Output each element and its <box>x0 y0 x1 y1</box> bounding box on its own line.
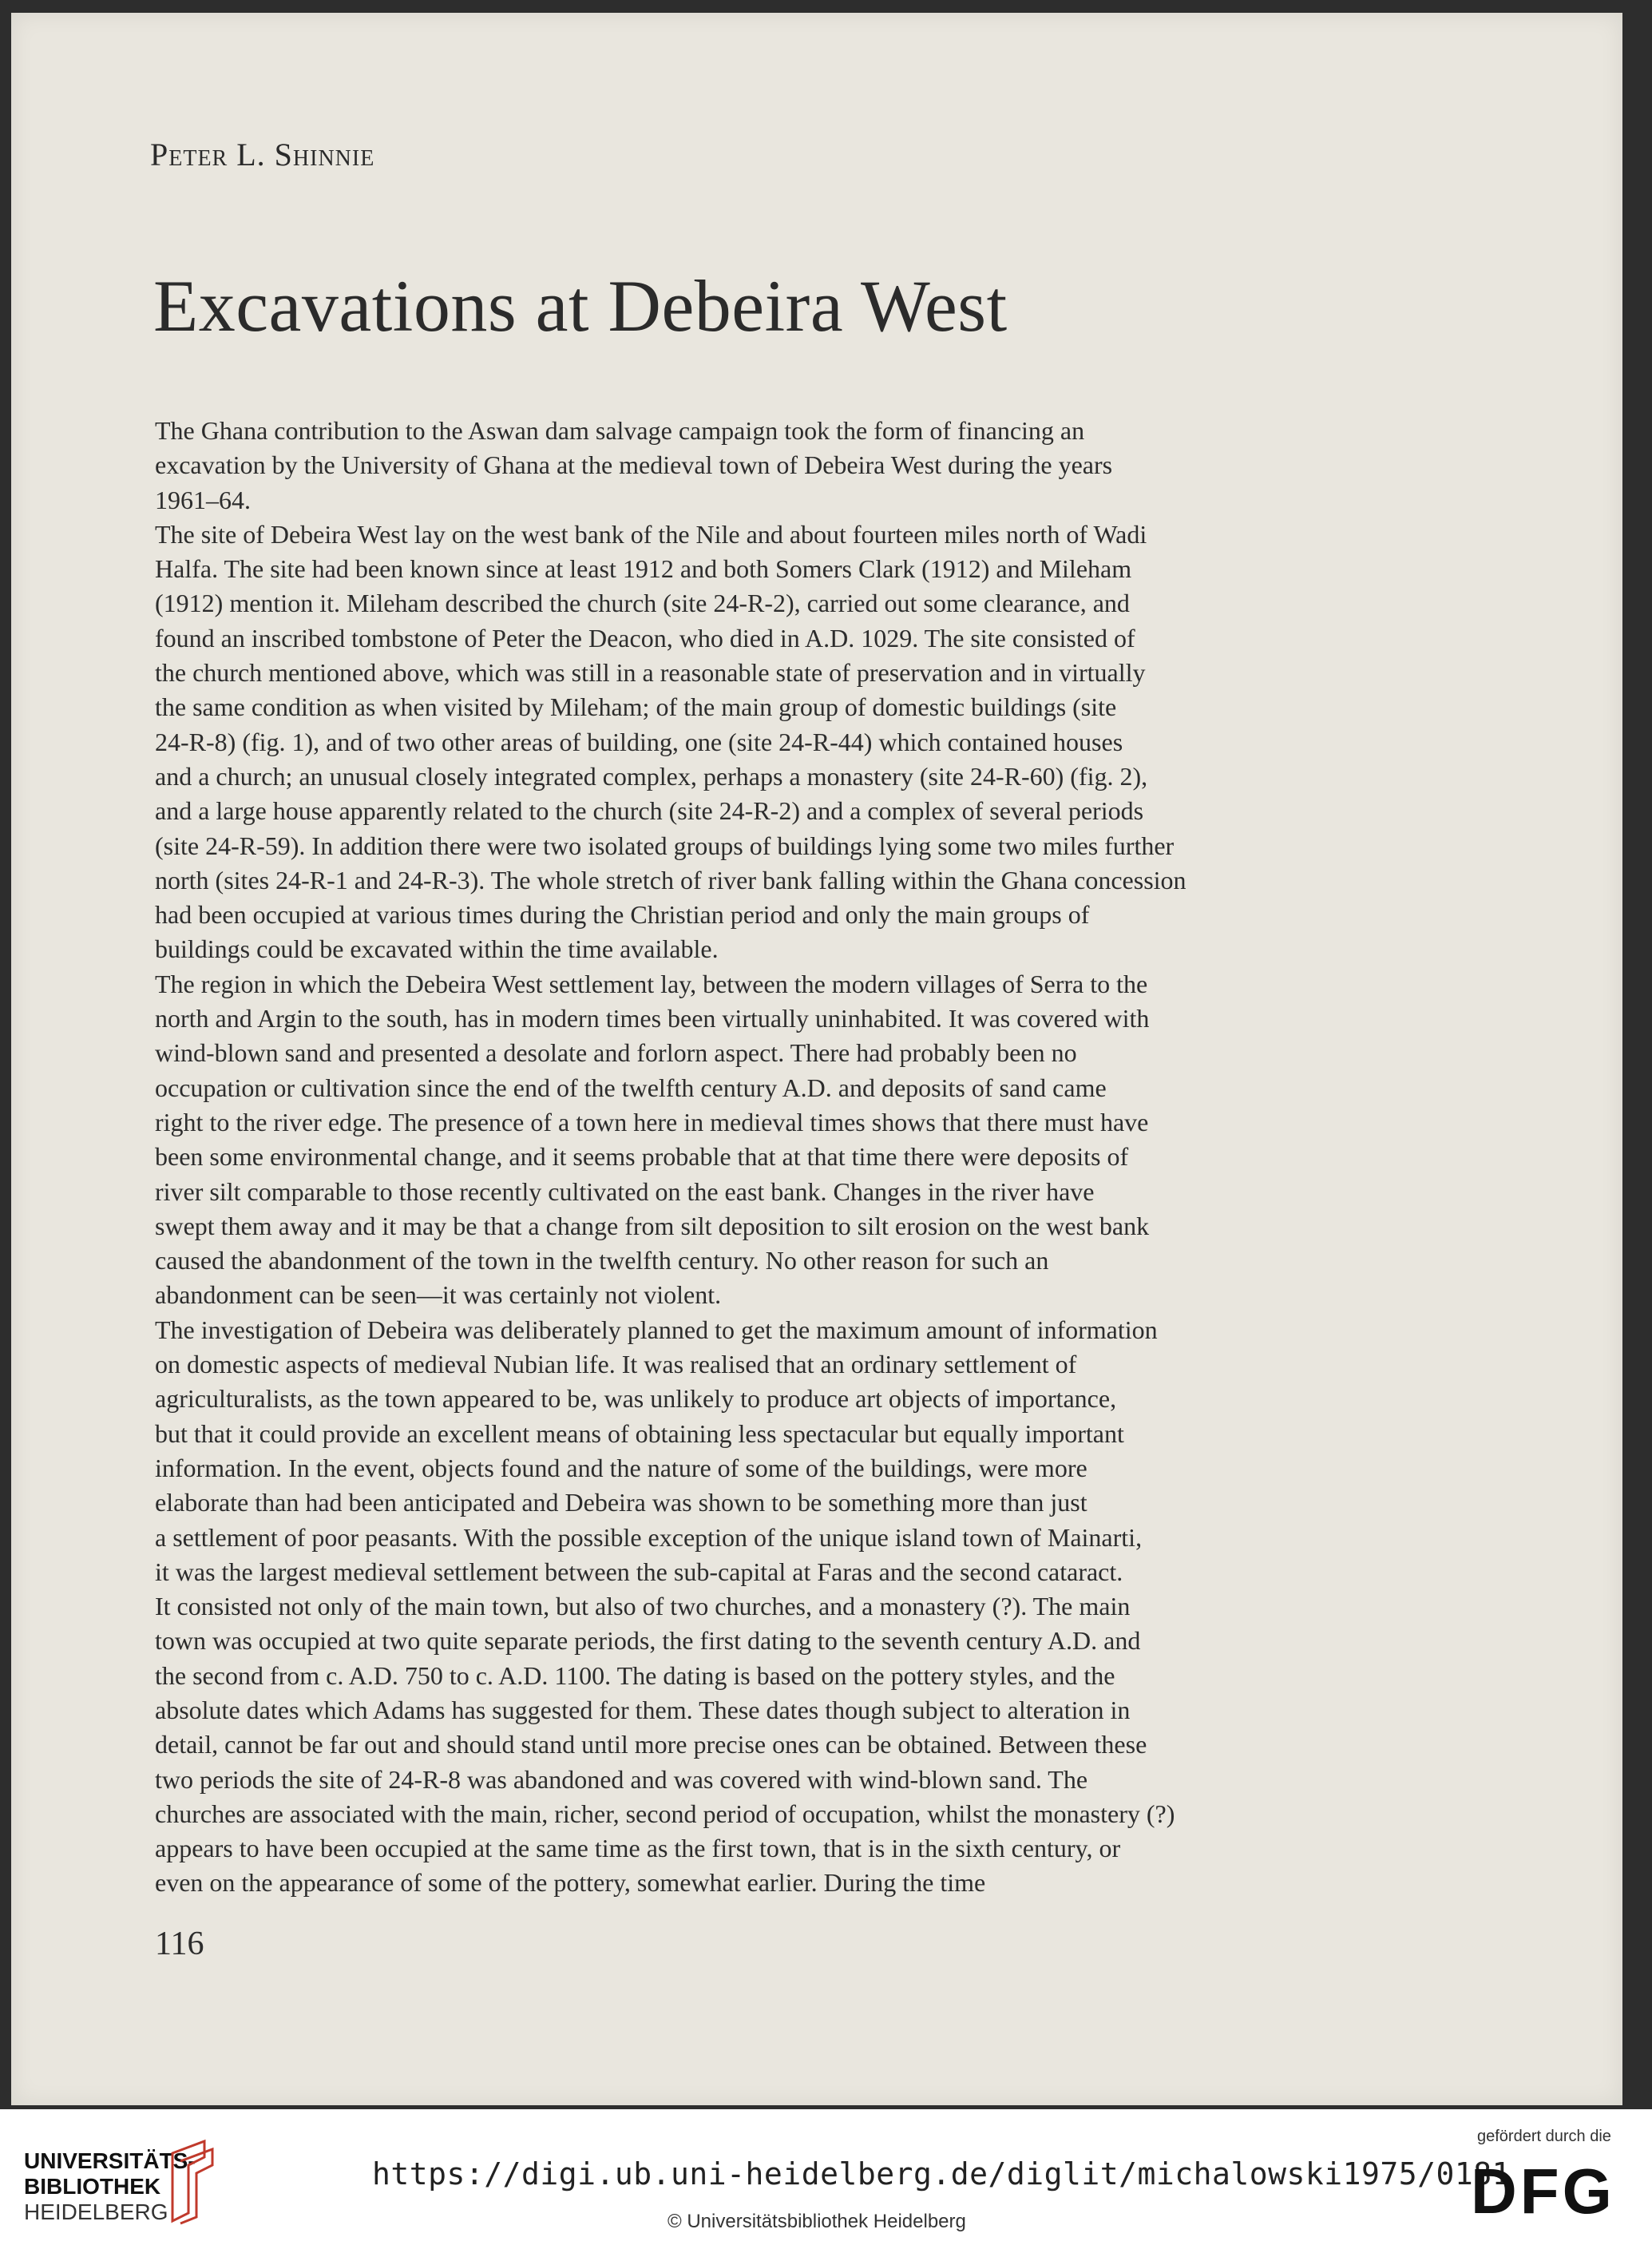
library-logo-icon <box>164 2137 220 2225</box>
text-line: even on the appearance of some of the pottery, somewhat earlier. During the time <box>155 1868 986 1898</box>
text-line: Halfa. The site had been known since at least 1912 and both Somers Clark (1912) and Mileham <box>155 554 1132 584</box>
text-line: occupation or cultivation since the end of the twelfth century A.D. and deposits of sand came <box>155 1073 1107 1102</box>
text-line: detail, cannot be far out and should stand until more precise ones can be obtained. Between these <box>155 1730 1147 1759</box>
text-line: the same condition as when visited by Mileham; of the main group of domestic buildings (site <box>155 692 1117 722</box>
funded-by-label: gefördert durch die <box>1477 2128 1611 2145</box>
article-body <box>155 414 1369 1901</box>
text-line: and a large house apparently related to the church (site 24-R-2) and a complex of several periods <box>155 796 1144 826</box>
text-line: the church mentioned above, which was still in a reasonable state of preservation and in virtually <box>155 658 1146 688</box>
text-line: on domestic aspects of medieval Nubian life. It was realised that an ordinary settlement of <box>155 1350 1077 1379</box>
text-line: the second from c. A.D. 750 to c. A.D. 1100. The dating is based on the pottery styles, and the <box>155 1660 1115 1690</box>
text-line: (1912) mention it. Mileham described the church (site 24-R-2), carried out some clearance, and <box>155 589 1130 618</box>
text-line: north (sites 24-R-1 and 24-R-3). The whole stretch of river bank falling within the Ghana concession <box>155 865 1187 894</box>
library-name-line-3: HEIDELBERG <box>24 2199 168 2224</box>
text-line: north and Argin to the south, has in modern times been virtually uninhabited. It was covered with <box>155 1004 1150 1033</box>
text-line: wind-blown sand and presented a desolate and forlorn aspect. There had probably been no <box>155 1038 1077 1068</box>
text-line: absolute dates which Adams has suggested for them. These dates though subject to alteration in <box>155 1695 1131 1724</box>
text-line: abandonment can be seen—it was certainly not violent. <box>155 1280 722 1310</box>
text-line: 24-R-8) (fig. 1), and of two other areas of building, one (site 24-R-44) which contained houses <box>155 727 1123 756</box>
text-line: two periods the site of 24-R-8 was abandoned and was covered with wind-blown sand. The <box>155 1764 1088 1794</box>
article-title: Excavations at Debeira West <box>153 265 1008 347</box>
text-line: appears to have been occupied at the same time as the first town, that is in the sixth century, or <box>155 1834 1121 1863</box>
text-line: The site of Debeira West lay on the west bank of the Nile and about fourteen miles north of Wadi <box>155 519 1147 549</box>
permalink-url[interactable]: https://digi.ub.uni-heidelberg.de/diglit/michalowski1975/0181 <box>372 2156 1511 2192</box>
text-line: found an inscribed tombstone of Peter the Deacon, who died in A.D. 1029. The site consisted of <box>155 623 1135 652</box>
copyright-notice: © Universitätsbibliothek Heidelberg <box>668 2211 966 2232</box>
text-line: The Ghana contribution to the Aswan dam salvage campaign took the form of financing an <box>155 416 1085 445</box>
text-line: right to the river edge. The presence of a town here in medieval times shows that there must have <box>155 1107 1149 1136</box>
text-line: had been occupied at various times during the Christian period and only the main groups of <box>155 900 1090 930</box>
text-line: it was the largest medieval settlement between the sub-capital at Faras and the second cataract. <box>155 1557 1123 1586</box>
text-line: (site 24-R-59). In addition there were two isolated groups of buildings lying some two miles further <box>155 831 1175 860</box>
text-line: It consisted not only of the main town, but also of two churches, and a monastery (?). The main <box>155 1592 1131 1621</box>
text-line: The region in which the Debeira West settlement lay, between the modern villages of Serra to the <box>155 969 1148 998</box>
text-line: 1961–64. <box>155 485 251 514</box>
text-line: a settlement of poor peasants. With the possible exception of the unique island town of Mainarti, <box>155 1522 1143 1552</box>
text-line: river silt comparable to those recently cultivated on the east bank. Changes in the river have <box>155 1176 1095 1206</box>
library-name-line-2: BIBLIOTHEK <box>24 2174 161 2199</box>
text-line: but that it could provide an excellent means of obtaining less spectacular but equally important <box>155 1418 1124 1448</box>
text-line: and a church; an unusual closely integrated complex, perhaps a monastery (site 24-R-60) (fig. 2), <box>155 761 1148 791</box>
text-line: swept them away and it may be that a change from silt deposition to silt erosion on the west bank <box>155 1211 1150 1240</box>
text-line: agriculturalists, as the town appeared to be, was unlikely to produce art objects of importance, <box>155 1384 1117 1414</box>
text-line: caused the abandonment of the town in the twelfth century. No other reason for such an <box>155 1246 1049 1275</box>
text-line: information. In the event, objects found and the nature of some of the buildings, were more <box>155 1453 1087 1482</box>
text-line: town was occupied at two quite separate periods, the first dating to the seventh century A.D. and <box>155 1626 1141 1656</box>
text-line: The investigation of Debeira was deliberately planned to get the maximum amount of information <box>155 1315 1158 1344</box>
text-line: excavation by the University of Ghana at the medieval town of Debeira West during the years <box>155 450 1113 480</box>
author-name: Peter L. Shinnie <box>150 137 375 173</box>
library-name-line-1: UNIVERSITÄTS- <box>24 2148 196 2173</box>
text-line: buildings could be excavated within the time available. <box>155 934 719 964</box>
page-number: 116 <box>155 1926 204 1962</box>
text-line: elaborate than had been anticipated and Debeira was shown to be something more than just <box>155 1488 1087 1517</box>
text-line: been some environmental change, and it seems probable that at that time there were deposits of <box>155 1142 1129 1172</box>
text-line: churches are associated with the main, richer, second period of occupation, whilst the monastery (?) <box>155 1799 1175 1828</box>
dfg-logo[interactable]: DFG <box>1471 2156 1615 2227</box>
